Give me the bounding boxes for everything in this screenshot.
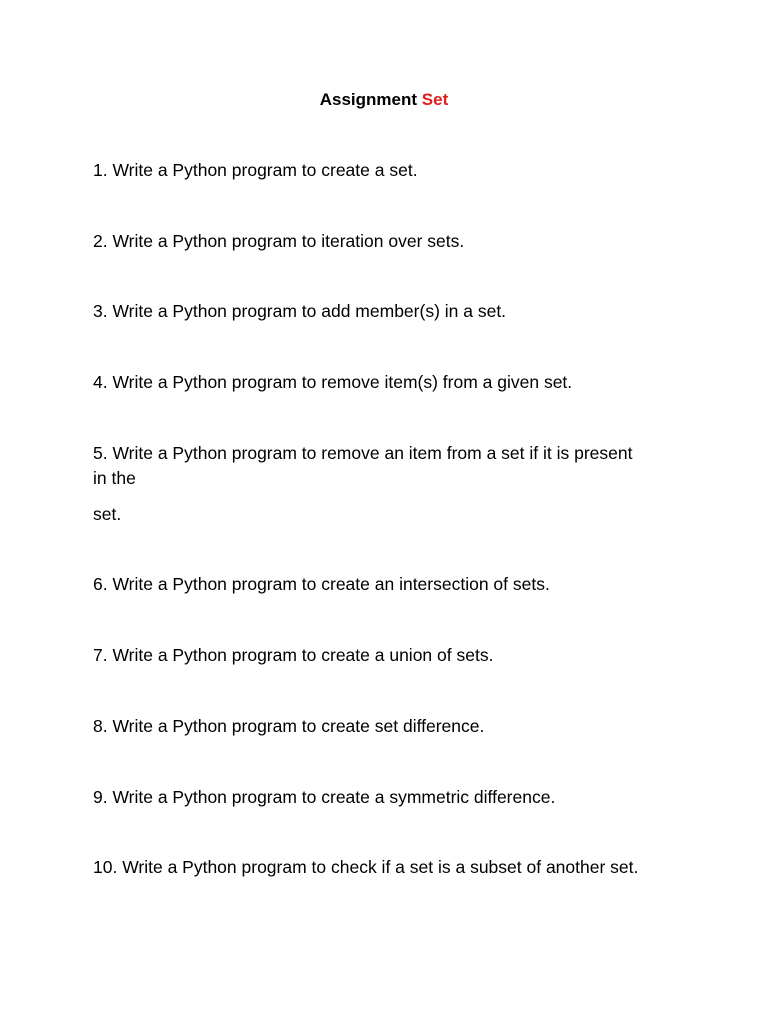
question-3: 3. Write a Python program to add member(s) in a set. bbox=[93, 301, 507, 321]
question-1: 1. Write a Python program to create a set. bbox=[93, 160, 418, 180]
question-6: 6. Write a Python program to create an intersection of sets. bbox=[93, 574, 550, 594]
question-2: 2. Write a Python program to iteration over sets. bbox=[93, 231, 465, 251]
question-8: 8. Write a Python program to create set difference. bbox=[93, 716, 485, 736]
question-9: 9. Write a Python program to create a symmetric difference. bbox=[93, 787, 556, 807]
question-10: 10. Write a Python program to check if a set is a subset of another set. bbox=[93, 857, 639, 877]
title-accent: Set bbox=[421, 90, 449, 109]
page-title bbox=[0, 88, 768, 112]
question-4: 4. Write a Python program to remove item(s) from a given set. bbox=[93, 372, 573, 392]
question-5-continuation: set. bbox=[93, 504, 122, 524]
question-7: 7. Write a Python program to create a union of sets. bbox=[93, 645, 494, 665]
title-main: Assignment bbox=[319, 90, 418, 109]
question-5: 5. Write a Python program to remove an item from a set if it is present in the bbox=[93, 443, 633, 488]
